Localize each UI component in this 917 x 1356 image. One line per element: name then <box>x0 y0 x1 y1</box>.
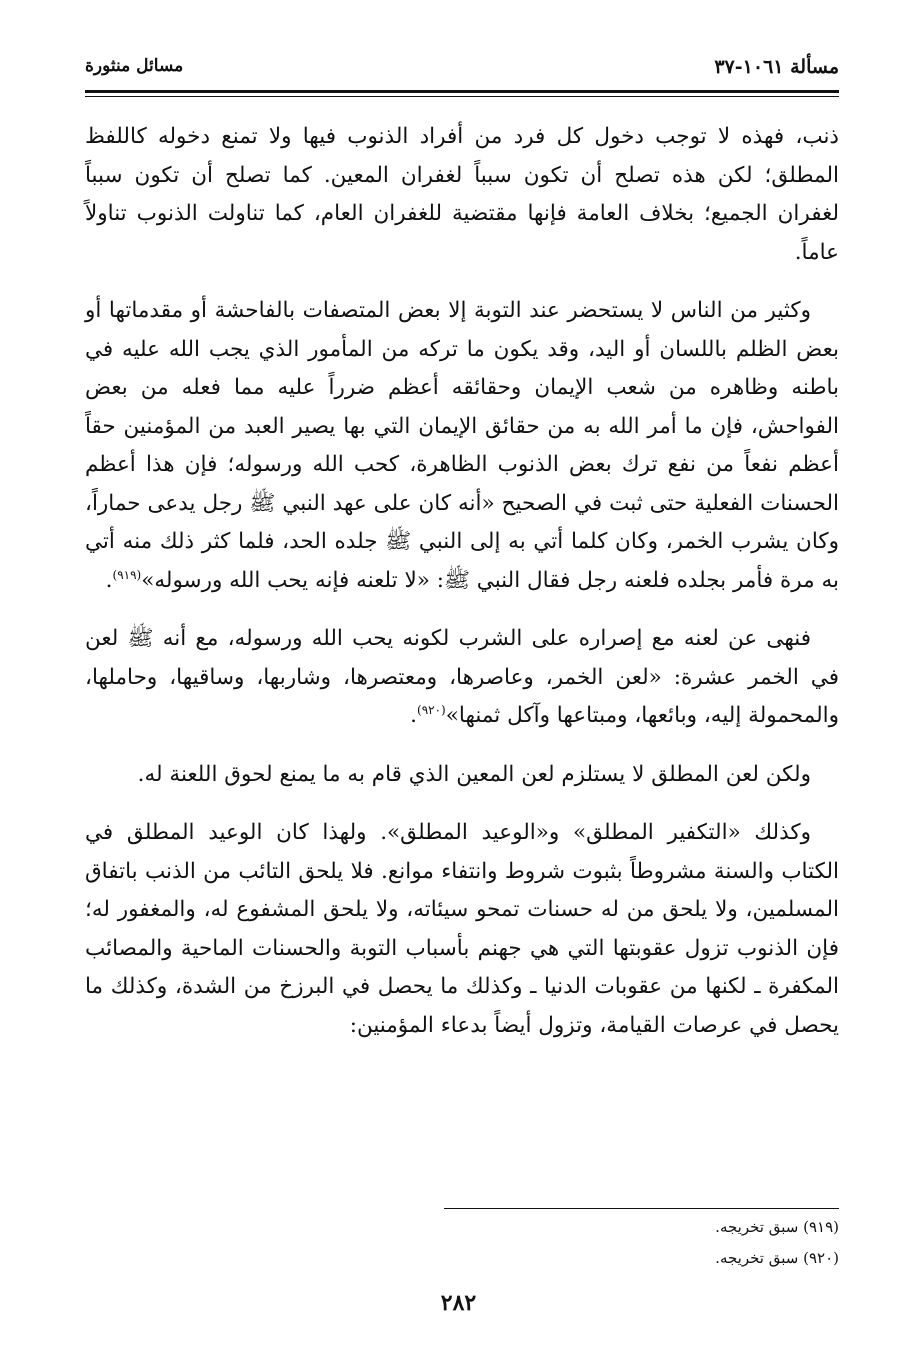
issue-label: مسألة ١٠٦١-٣٧ <box>714 56 839 78</box>
paragraph <box>85 620 839 736</box>
footnote-item: (٩٢٠) سبق تخريجه. <box>715 1249 839 1267</box>
footnote-ref[interactable]: (٩٢٠) <box>417 702 446 717</box>
paragraph <box>85 118 839 272</box>
paragraph-text: وكثير من الناس لا يستحضر عند التوبة إلا بعض المتصفات بالفاحشة أو مقدماتها أو بعض الظلم باللسان أو اليد، وقد يكون ما تركه من المأمور الذي يجب الله عليه في باطنه وظاهره من شعب الإيمان وحقائقه أعظم ضرراً عليه مما فعله من بعض الفواحش، فإن ما أمر الله به من حقائق الإيمان التي بها يصير العبد من المؤمنين حقاً أعظم نفعاً من نفع ترك بعض الذنوب الظاهرة، كحب الله ورسوله؛ فإن هذا أعظم الحسنات الفعلية حتى ثبت في الصحيح «أنه كان على عهد النبي ﷺ رجل يدعى حماراً، وكان يشرب الخمر، وكان كلما أتي به إلى النبي ﷺ جلده الحد، فلما كثر ذلك منه أتي به مرة فأمر بجلده فلعنه رجل فقال النبي ﷺ: «لا تلعنه فإنه يحب الله ورسوله» <box>85 298 839 593</box>
header-rule-thin <box>85 96 839 97</box>
header-rule-thick <box>85 90 839 93</box>
running-header <box>85 56 839 86</box>
paragraph-text: وكذلك «التكفير المطلق» و«الوعيد المطلق». ولهذا كان الوعيد المطلق في الكتاب والسنة مشروطاً بثبوت شروط وانتفاء موانع. فلا يلحق التائب من الذنب باتفاق المسلمين، ولا يلحق من له حسنات تمحو سيئاته، ولا يلحق المشفوع له، والمغفور له؛ فإن الذنوب تزول عقوبتها التي هي جهنم بأسباب التوبة والحسنات الماحية والمصائب المكفرة ـ لكنها من عقوبات الدنيا ـ وكذلك ما يحصل في البرزخ من الشدة، وكذلك ما يحصل في عرصات القيامة، وتزول أيضاً بدعاء المؤمنين: <box>85 820 839 1038</box>
paragraph <box>85 756 839 795</box>
paragraph <box>85 292 839 600</box>
main-text <box>85 118 839 1065</box>
book-title: مسائل منثورة <box>85 56 184 76</box>
paragraph-tail: . <box>105 567 113 593</box>
footnotes <box>85 1212 839 1274</box>
paragraph-tail: . <box>410 703 418 728</box>
page-number: ٢٨٢ <box>440 1290 477 1316</box>
footnote-separator <box>444 1208 839 1209</box>
paragraph-text: فنهى عن لعنه مع إصراره على الشرب لكونه يحب الله ورسوله، مع أنه ﷺ لعن في الخمر عشرة: «لعن الخمر، وعاصرها، ومعتصرها، وشاربها، وساقيها، وحاملها، والمحمولة إليه، وبائعها، ومبتاعها وآكل ثمنها» <box>85 626 839 728</box>
footnote-ref[interactable]: (٩١٩) <box>112 567 142 582</box>
paragraph <box>85 814 839 1045</box>
paragraph-text: ولكن لعن المطلق لا يستلزم لعن المعين الذي قام به ما يمنع لحوق اللعنة له. <box>137 761 811 787</box>
footnote-item: (٩١٩) سبق تخريجه. <box>715 1218 839 1236</box>
paragraph-text: ذنب، فهذه لا توجب دخول كل فرد من أفراد الذنوب فيها ولا تمنع دخوله كاللفظ المطلق؛ لكن هذه تصلح أن تكون سبباً لغفران المعين. كما تصلح أن تكون سبباً لغفران الجميع؛ بخلاف العامة فإنها مقتضية للغفران العام، كما تناولت الذنوب تناولاً عاماً. <box>85 124 839 265</box>
